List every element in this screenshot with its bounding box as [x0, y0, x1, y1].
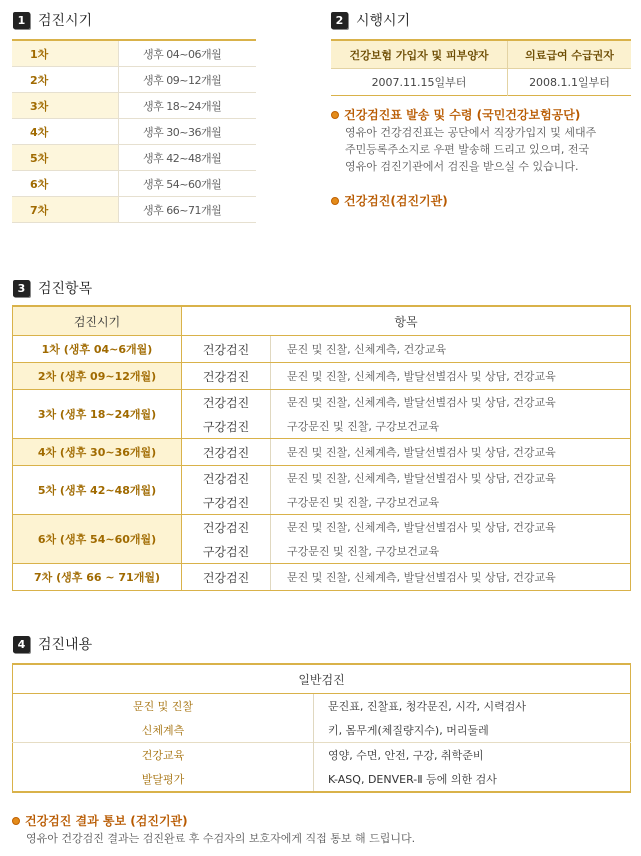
content-category: 발달평가 [13, 767, 314, 792]
notice-line: 영유아 건강검진표는 공단에서 직장가입지 및 세대주 [345, 126, 597, 139]
section-number-badge: 2 [331, 12, 348, 29]
round-label: 4차 (생후 30~36개월) [13, 439, 182, 466]
content-row [13, 743, 631, 768]
content-detail: K-ASQ, DENVER-Ⅱ 등에 의한 검사 [328, 773, 497, 786]
content-row [13, 718, 631, 743]
section-number-badge: 4 [13, 636, 30, 653]
general-checkup-header: 일반검진 [13, 664, 631, 694]
round-label: 3차 [12, 93, 119, 119]
checkup-type: 구강검진 [182, 414, 271, 439]
content-detail: 영양, 수면, 안전, 구강, 취학준비 [314, 743, 631, 768]
checkup-type: 건강검진 [182, 515, 271, 540]
checkup-period-table [12, 39, 256, 223]
header-insured: 건강보험 가입자 및 피부양자 [331, 40, 508, 69]
items-row [13, 439, 631, 466]
period-row [12, 145, 256, 171]
section-title: 검진시기 [38, 13, 93, 29]
date-insured: 2007.11.15일부터 [331, 69, 508, 96]
items-row [13, 564, 631, 591]
round-label: 2차 [12, 67, 119, 93]
round-label: 5차 [12, 145, 119, 171]
round-label: 1차 (생후 04~6개월) [13, 336, 182, 363]
section-4-heading [13, 634, 92, 654]
period-row [12, 197, 256, 223]
period-value: 생후 04~06개월 [119, 40, 257, 67]
period-row [12, 67, 256, 93]
content-row [13, 767, 631, 792]
checkup-institution-title: 건강검진(검진기관) [344, 194, 448, 208]
implementation-date-table [331, 39, 631, 96]
notice-title: 건강검진표 발송 및 수령 (국민건강보험공단) [344, 108, 581, 122]
items-row [13, 363, 631, 390]
checkup-items: 구강문진 및 진찰, 구강보건교육 [271, 414, 631, 439]
notice-heading [331, 106, 580, 123]
period-value: 생후 66~71개월 [119, 197, 257, 223]
checkup-items-table [12, 305, 631, 591]
checkup-type: 건강검진 [182, 336, 271, 363]
header-medical-aid: 의료급여 수급권자 [508, 40, 632, 69]
result-notice-text: 영유아 건강검진 결과는 검진완료 후 수검자의 보호자에게 직접 통보 해 드립니다. [26, 832, 416, 845]
section-title: 검진항목 [38, 281, 93, 297]
column-header-items: 항목 [182, 306, 631, 336]
round-label: 3차 (생후 18~24개월) [13, 390, 182, 439]
period-row [12, 119, 256, 145]
date-medical-aid: 2008.1.1일부터 [529, 76, 610, 89]
column-header-period: 검진시기 [13, 306, 182, 336]
section-title: 시행시기 [356, 13, 411, 29]
result-notice-heading [12, 812, 188, 829]
checkup-type: 건강검진 [182, 363, 271, 390]
bullet-icon [331, 197, 339, 205]
notice-paragraph [345, 124, 596, 175]
period-value: 생후 30~36개월 [119, 119, 257, 145]
checkup-type: 구강검진 [182, 539, 271, 564]
period-row [12, 93, 256, 119]
period-value: 생후 18~24개월 [119, 93, 257, 119]
content-category: 신체계측 [13, 718, 314, 743]
content-row [13, 694, 631, 719]
round-label: 1차 [12, 40, 119, 67]
items-row [13, 336, 631, 363]
result-notice-title: 건강검진 결과 통보 (검진기관) [25, 814, 188, 828]
checkup-type: 구강검진 [182, 490, 271, 515]
items-row [13, 390, 631, 415]
checkup-items: 문진 및 진찰, 신체계측, 발달선별검사 및 상담, 건강교육 [287, 396, 556, 409]
period-value: 생후 09~12개월 [119, 67, 257, 93]
section-2-heading [331, 10, 410, 30]
content-category: 문진 및 진찰 [13, 694, 314, 719]
content-category: 건강교육 [13, 743, 314, 768]
checkup-items: 문진 및 진찰, 신체계측, 건강교육 [271, 336, 631, 363]
period-value: 생후 54~60개월 [119, 171, 257, 197]
content-detail: 문진표, 진찰표, 청각문진, 시각, 시력검사 [328, 700, 526, 713]
section-1-heading [13, 10, 92, 30]
period-row [12, 40, 256, 67]
checkup-items: 문진 및 진찰, 신체계측, 발달선별검사 및 상담, 건강교육 [271, 363, 631, 390]
section-title: 검진내용 [38, 637, 93, 653]
period-row [12, 171, 256, 197]
checkup-items: 구강문진 및 진찰, 구강보건교육 [271, 490, 631, 515]
bullet-icon [331, 111, 339, 119]
round-label: 2차 (생후 09~12개월) [13, 363, 182, 390]
section-number-badge: 3 [13, 280, 30, 297]
round-label: 4차 [12, 119, 119, 145]
checkup-content-table [12, 663, 631, 793]
round-label: 6차 (생후 54~60개월) [13, 515, 182, 564]
round-label: 7차 [12, 197, 119, 223]
checkup-type: 건강검진 [182, 466, 271, 491]
notice-line: 주민등록주소지로 우편 발송해 드리고 있으며, 전국 [345, 143, 590, 156]
round-label: 6차 [12, 171, 119, 197]
round-label: 7차 (생후 66 ~ 71개월) [13, 564, 182, 591]
checkup-items: 구강문진 및 진찰, 구강보건교육 [271, 539, 631, 564]
checkup-items: 문진 및 진찰, 신체계측, 발달선별검사 및 상담, 건강교육 [271, 439, 631, 466]
items-row [13, 466, 631, 491]
checkup-items: 문진 및 진찰, 신체계측, 발달선별검사 및 상담, 건강교육 [287, 472, 556, 485]
period-value: 생후 42~48개월 [119, 145, 257, 171]
items-row [13, 515, 631, 540]
checkup-type: 건강검진 [182, 564, 271, 591]
section-3-heading [13, 278, 92, 298]
section-number-badge: 1 [13, 12, 30, 29]
content-detail: 키, 몸무게(체질량지수), 머리둘레 [328, 724, 489, 737]
checkup-type: 건강검진 [182, 390, 271, 415]
notice-line: 영유아 검진기관에서 검진을 받으실 수 있습니다. [345, 160, 579, 173]
checkup-items: 문진 및 진찰, 신체계측, 발달선별검사 및 상담, 건강교육 [287, 521, 556, 534]
checkup-institution-heading [331, 192, 448, 209]
round-label: 5차 (생후 42~48개월) [13, 466, 182, 515]
bullet-icon [12, 817, 20, 825]
checkup-type: 건강검진 [182, 439, 271, 466]
checkup-items: 문진 및 진찰, 신체계측, 발달선별검사 및 상담, 건강교육 [271, 564, 631, 591]
